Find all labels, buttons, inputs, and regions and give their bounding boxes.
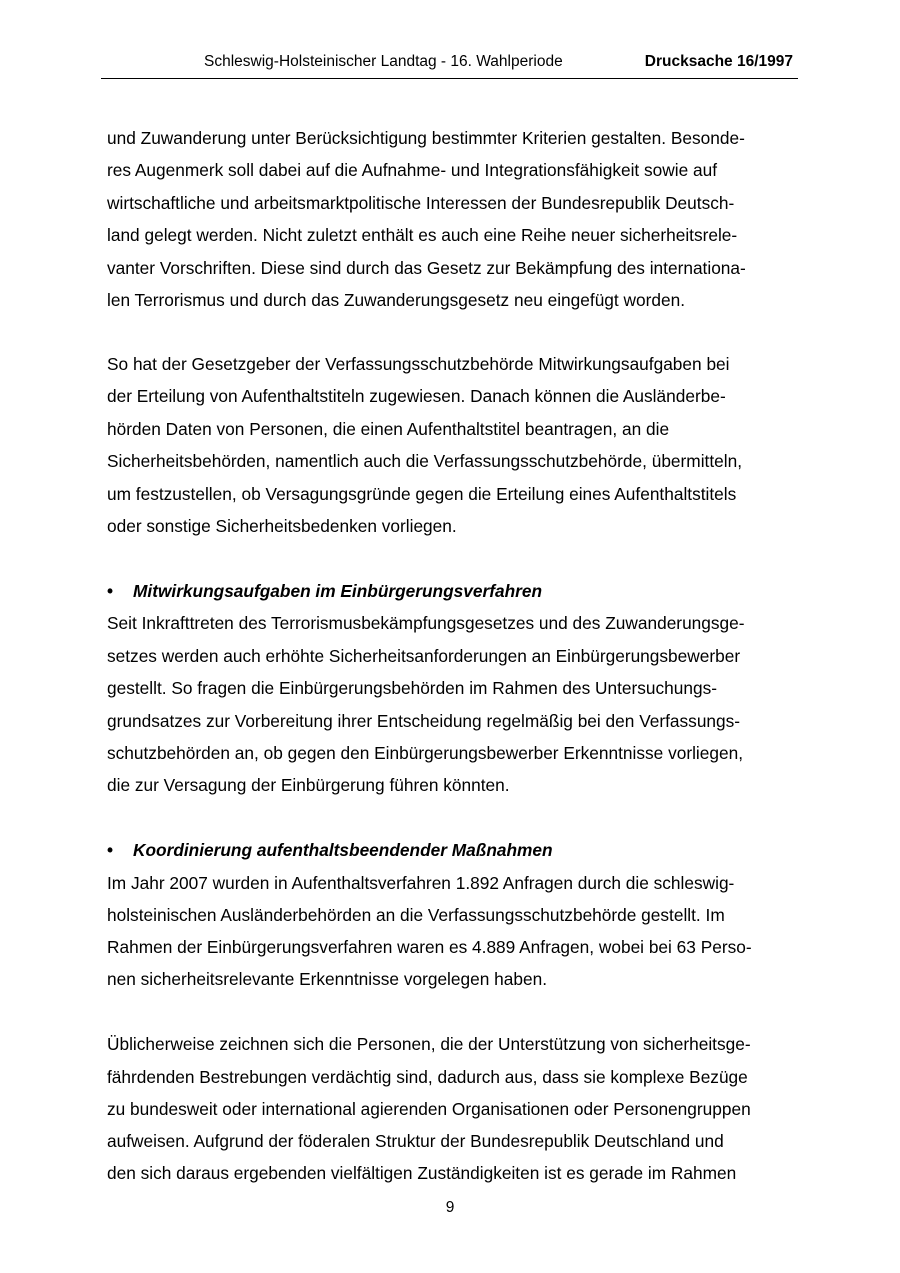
text-line: So hat der Gesetzgeber der Verfassungsschutzbehörde Mitwirkungsaufgaben bei (107, 354, 730, 374)
section-heading-text: Mitwirkungsaufgaben im Einbürgerungsverfahren (133, 581, 543, 601)
text-line: zu bundesweit oder international agierenden Organisationen oder Personengruppen (107, 1099, 751, 1119)
text-line: aufweisen. Aufgrund der föderalen Struktur der Bundesrepublik Deutschland und (107, 1131, 724, 1151)
text-line: oder sonstige Sicherheitsbedenken vorliegen. (107, 516, 457, 536)
bullet-icon: • (107, 840, 114, 860)
text-line: nen sicherheitsrelevante Erkenntnisse vorgelegen haben. (107, 969, 547, 989)
bullet-icon: • (107, 581, 114, 601)
text-line: der Erteilung von Aufenthaltstiteln zugewiesen. Danach können die Ausländerbe- (107, 386, 726, 406)
text-line: Rahmen der Einbürgerungsverfahren waren es 4.889 Anfragen, wobei bei 63 Perso- (107, 937, 752, 957)
text-line: den sich daraus ergebenden vielfältigen Zuständigkeiten ist es gerade im Rahmen (107, 1163, 737, 1183)
section-heading-koordinierung (107, 839, 553, 861)
text-line: um festzustellen, ob Versagungsgründe gegen die Erteilung eines Aufenthaltstitels (107, 484, 737, 504)
text-line: Im Jahr 2007 wurden in Aufenthaltsverfahren 1.892 Anfragen durch die schleswig- (107, 873, 735, 893)
header-doc-number: Drucksache 16/1997 (644, 53, 793, 70)
text-line: Seit Inkrafttreten des Terrorismusbekämpfungsgesetzes und des Zuwanderungsge- (107, 613, 745, 633)
text-line: Üblicherweise zeichnen sich die Personen, die der Unterstützung von sicherheitsge- (107, 1034, 751, 1054)
text-line: len Terrorismus und durch das Zuwanderungsgesetz neu eingefügt worden. (107, 290, 685, 310)
header-title: Schleswig-Holsteinischer Landtag - 16. Wahlperiode (204, 53, 563, 70)
text-line: holsteinischen Ausländerbehörden an die Verfassungsschutzbehörde gestellt. Im (107, 905, 725, 925)
text-line: grundsatzes zur Vorbereitung ihrer Entscheidung regelmäßig bei den Verfassungs- (107, 711, 741, 731)
text-line: die zur Versagung der Einbürgerung führen könnten. (107, 775, 510, 795)
text-line: schutzbehörden an, ob gegen den Einbürgerungsbewerber Erkenntnisse vorliegen, (107, 743, 743, 763)
text-line: setzes werden auch erhöhte Sicherheitsanforderungen an Einbürgerungsbewerber (107, 646, 741, 666)
text-line: und Zuwanderung unter Berücksichtigung bestimmter Kriterien gestalten. Besonde- (107, 128, 745, 148)
text-line: Sicherheitsbehörden, namentlich auch die Verfassungsschutzbehörde, übermitteln, (107, 451, 742, 471)
section-heading-mitwirkung (107, 580, 542, 602)
text-line: hörden Daten von Personen, die einen Aufenthaltstitel beantragen, an die (107, 419, 670, 439)
text-line: wirtschaftliche und arbeitsmarktpolitische Interessen der Bundesrepublik Deutsch- (107, 193, 735, 213)
text-line: land gelegt werden. Nicht zuletzt enthält es auch eine Reihe neuer sicherheitsrele- (107, 225, 738, 245)
page-header (101, 52, 798, 79)
page-number: 9 (445, 1199, 455, 1216)
section-heading-text: Koordinierung aufenthaltsbeendender Maßnahmen (133, 840, 553, 860)
text-line: vanter Vorschriften. Diese sind durch das Gesetz zur Bekämpfung des internationa- (107, 258, 746, 278)
text-line: fährdenden Bestrebungen verdächtig sind, dadurch aus, dass sie komplexe Bezüge (107, 1067, 748, 1087)
text-line: res Augenmerk soll dabei auf die Aufnahme- und Integrationsfähigkeit sowie auf (107, 160, 718, 180)
text-line: gestellt. So fragen die Einbürgerungsbehörden im Rahmen des Untersuchungs- (107, 678, 718, 698)
